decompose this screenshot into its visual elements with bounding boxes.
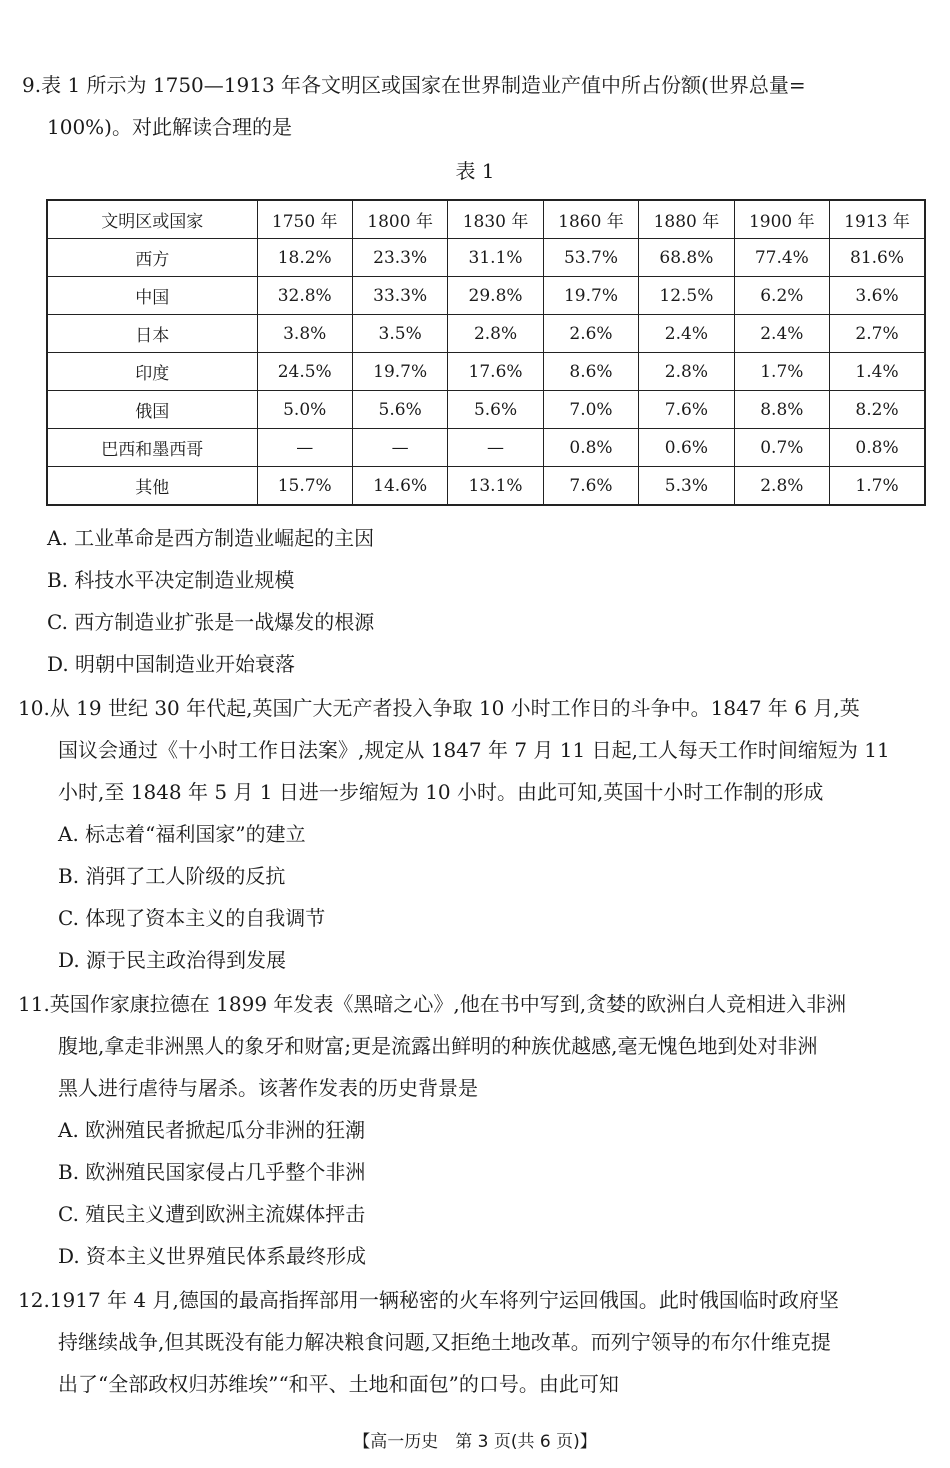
table-cell: 俄国: [47, 391, 257, 429]
table-cell: 33.3%: [352, 277, 447, 315]
table-cell: 32.8%: [257, 277, 352, 315]
table-cell: 日本: [47, 315, 257, 353]
table-cell: 19.7%: [543, 277, 638, 315]
table-cell: 1.7%: [734, 353, 829, 391]
q10-stem-line2: 国议会通过《十小时工作日法案》,规定从 1847 年 7 月 11 日起,工人每天工作时间缩短为 11: [58, 738, 890, 762]
table-cell: 2.7%: [830, 315, 925, 353]
table-cell: 0.6%: [639, 429, 734, 467]
table-cell: 3.5%: [352, 315, 447, 353]
q9-option-a: A. 工业革命是西方制造业崛起的主因: [47, 526, 375, 550]
table-cell: 29.8%: [448, 277, 543, 315]
table-cell: 5.6%: [352, 391, 447, 429]
table-cell: 15.7%: [257, 467, 352, 506]
table-cell: 12.5%: [639, 277, 734, 315]
table-cell: 5.0%: [257, 391, 352, 429]
q11-stem-line2: 腹地,拿走非洲黑人的象牙和财富;更是流露出鲜明的种族优越感,毫无愧色地到处对非洲: [58, 1034, 818, 1058]
table-cell: 8.8%: [734, 391, 829, 429]
table-cell: 77.4%: [734, 239, 829, 277]
q10-stem-line3: 小时,至 1848 年 5 月 1 日进一步缩短为 10 小时。由此可知,英国十小时工作制的形成: [58, 780, 824, 804]
table-cell: 2.8%: [448, 315, 543, 353]
table-cell: 24.5%: [257, 353, 352, 391]
table-cell: 19.7%: [352, 353, 447, 391]
q10-option-d: D. 源于民主政治得到发展: [58, 948, 287, 972]
table-cell: 23.3%: [352, 239, 447, 277]
q12-stem-line2: 持继续战争,但其既没有能力解决粮食问题,又拒绝土地改革。而列宁领导的布尔什维克提: [58, 1330, 831, 1354]
q10-stem-line1: 10.从 19 世纪 30 年代起,英国广大无产者投入争取 10 小时工作日的斗争中。1847 年 6 月,英: [18, 696, 860, 720]
table-header-cell: 1860 年: [543, 200, 638, 239]
table-cell: 31.1%: [448, 239, 543, 277]
table-cell: 3.8%: [257, 315, 352, 353]
table-cell: 17.6%: [448, 353, 543, 391]
table-cell: 印度: [47, 353, 257, 391]
table-header-cell: 1750 年: [257, 200, 352, 239]
q11-stem-line3: 黑人进行虐待与屠杀。该著作发表的历史背景是: [58, 1076, 478, 1100]
q9-option-d: D. 明朝中国制造业开始衰落: [47, 652, 296, 676]
q11-option-a: A. 欧洲殖民者掀起瓜分非洲的狂潮: [58, 1118, 366, 1142]
table-cell: 0.8%: [543, 429, 638, 467]
table-cell: 1.4%: [830, 353, 925, 391]
q10-option-a: A. 标志着“福利国家”的建立: [58, 822, 306, 846]
table-caption: 表 1: [455, 159, 495, 183]
table-cell: 中国: [47, 277, 257, 315]
table-header-cell: 1913 年: [830, 200, 925, 239]
q11-option-d: D. 资本主义世界殖民体系最终形成: [58, 1244, 367, 1268]
table-cell: 81.6%: [830, 239, 925, 277]
q11-stem-line1: 11.英国作家康拉德在 1899 年发表《黑暗之心》,他在书中写到,贪婪的欧洲白人竞相进入非洲: [18, 992, 847, 1016]
table-cell: 西方: [47, 239, 257, 277]
table-cell: 巴西和墨西哥: [47, 429, 257, 467]
table-row: [47, 429, 925, 467]
table-cell: 8.6%: [543, 353, 638, 391]
table-cell: 其他: [47, 467, 257, 506]
table-cell: 2.6%: [543, 315, 638, 353]
q12-stem-line3: 出了“全部政权归苏维埃”“和平、土地和面包”的口号。由此可知: [58, 1372, 619, 1396]
q12-stem-line1: 12.1917 年 4 月,德国的最高指挥部用一辆秘密的火车将列宁运回俄国。此时俄国临时政府坚: [18, 1288, 839, 1312]
table-cell: 1.7%: [830, 467, 925, 506]
table-cell: 0.7%: [734, 429, 829, 467]
q9-stem-line1: 9.表 1 所示为 1750—1913 年各文明区或国家在世界制造业产值中所占份额(世界总量=: [22, 73, 806, 97]
table-cell: 2.8%: [734, 467, 829, 506]
table-cell: —: [257, 429, 352, 467]
table-header-cell: 1830 年: [448, 200, 543, 239]
q11-option-b: B. 欧洲殖民国家侵占几乎整个非洲: [58, 1160, 366, 1184]
table-cell: 13.1%: [448, 467, 543, 506]
table-cell: 6.2%: [734, 277, 829, 315]
table-cell: 2.4%: [639, 315, 734, 353]
table-header-cell: 1900 年: [734, 200, 829, 239]
table-cell: 7.6%: [639, 391, 734, 429]
table-cell: 68.8%: [639, 239, 734, 277]
q10-option-c: C. 体现了资本主义的自我调节: [58, 906, 326, 930]
table-row: [47, 277, 925, 315]
table-cell: 7.6%: [543, 467, 638, 506]
table-row: [47, 353, 925, 391]
table-cell: 2.8%: [639, 353, 734, 391]
data-table: [46, 199, 926, 506]
table-row: [47, 391, 925, 429]
table-cell: 8.2%: [830, 391, 925, 429]
table-row: [47, 467, 925, 506]
table-cell: 0.8%: [830, 429, 925, 467]
table-cell: 53.7%: [543, 239, 638, 277]
table-cell: 14.6%: [352, 467, 447, 506]
table-header-row: [47, 200, 925, 239]
table-header-cell: 1880 年: [639, 200, 734, 239]
q9-option-b: B. 科技水平决定制造业规模: [47, 568, 295, 592]
q9-option-c: C. 西方制造业扩张是一战爆发的根源: [47, 610, 375, 634]
table-header-cell: 1800 年: [352, 200, 447, 239]
table-cell: 5.3%: [639, 467, 734, 506]
q9-stem-line2: 100%)。对此解读合理的是: [47, 115, 292, 139]
table-cell: 5.6%: [448, 391, 543, 429]
table-cell: 2.4%: [734, 315, 829, 353]
table-header-cell: 文明区或国家: [47, 200, 257, 239]
table-cell: —: [448, 429, 543, 467]
table-row: [47, 239, 925, 277]
table-cell: 7.0%: [543, 391, 638, 429]
q10-option-b: B. 消弭了工人阶级的反抗: [58, 864, 286, 888]
table-cell: 18.2%: [257, 239, 352, 277]
page-footer: 【高一历史 第 3 页(共 6 页)】: [353, 1432, 597, 1452]
table-cell: —: [352, 429, 447, 467]
q11-option-c: C. 殖民主义遭到欧洲主流媒体抨击: [58, 1202, 366, 1226]
table-row: [47, 315, 925, 353]
table-cell: 3.6%: [830, 277, 925, 315]
